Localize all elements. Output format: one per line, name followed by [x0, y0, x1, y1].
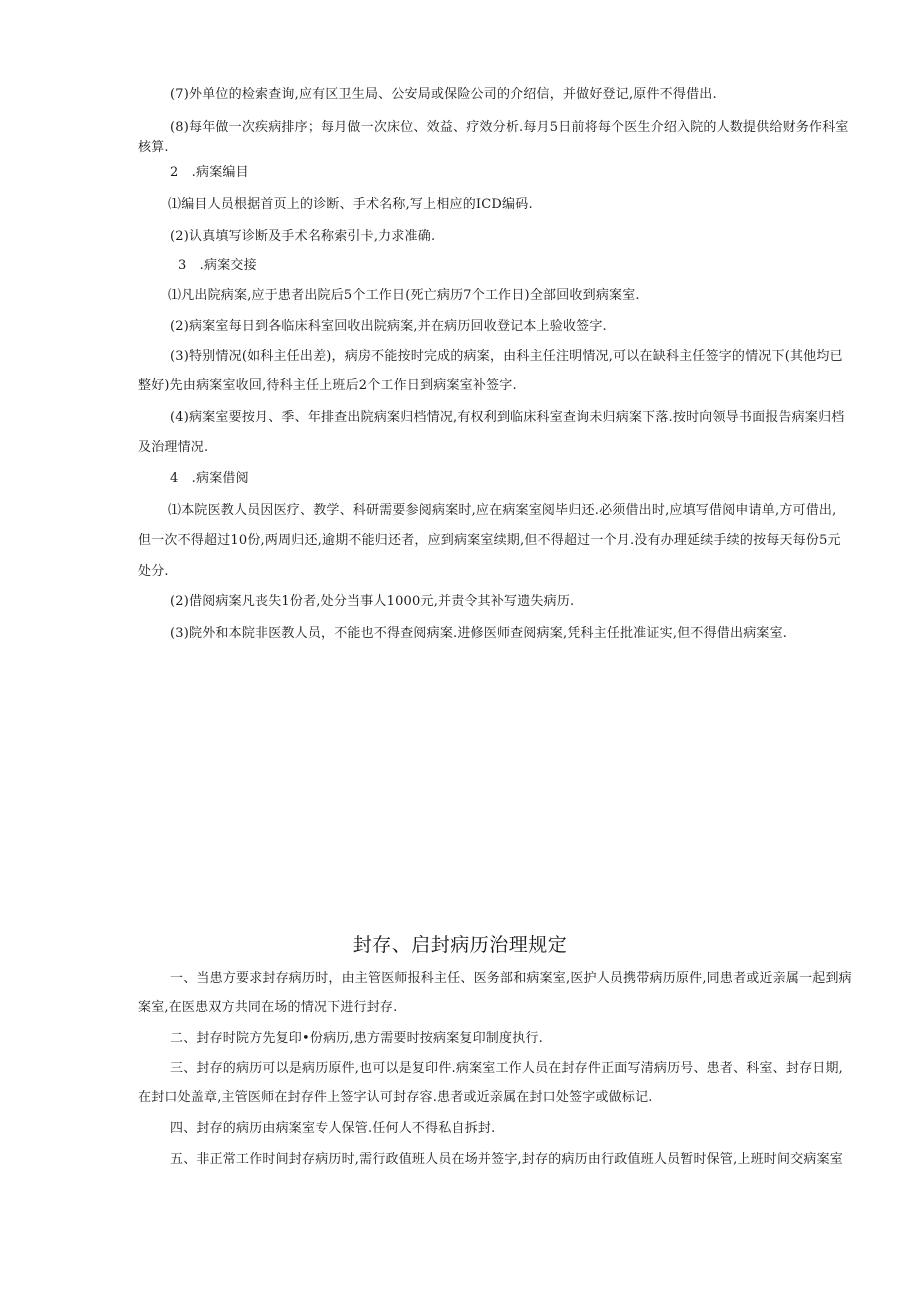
- handover-item-2: (2)病案室每日到各临床科室回收出院病案,并在病历回收登记本上验收签字.: [170, 319, 607, 334]
- regulation-paragraph-1: 一、当患方要求封存病历时，由主管医师报科主任、医务部和病案室,医护人员携带病历原件,同患者或近亲属一起到病: [170, 971, 852, 986]
- regulation-paragraph-4: 四、封存的病历由病案室专人保管.任何人不得私自拆封.: [170, 1121, 496, 1136]
- cataloging-item-1: ⑴编目人员根据首页上的诊断、手术名称,写上相应的ICD编码.: [168, 197, 533, 212]
- item-8-annual-ranking: (8)每年做一次疾病排序；每月做一次床位、效益、疗效分析.每月5日前将每个医生介绍入院的人数提供给财务作科室: [170, 120, 849, 135]
- borrowing-item-2: (2)借阅病案凡丧失1份者,处分当事人1000元,并责令其补写遗失病历.: [170, 594, 575, 609]
- regulation-title: 封存、启封病历治理规定: [352, 934, 568, 956]
- regulation-paragraph-3-continuation: 在封口处盖章,主管医师在封存件上签字认可封存容.患者或近亲属在封口处签字或做标记.: [138, 1090, 653, 1105]
- handover-item-1: ⑴凡出院病案,应于患者出院后5个工作日(死亡病历7个工作日)全部回收到病案室.: [168, 288, 640, 303]
- item-7-external-query: (7)外单位的检索查询,应有区卫生局、公安局或保险公司的介绍信，并做好登记,原件不得借出.: [170, 87, 717, 102]
- borrowing-item-1: ⑴本院医教人员因医疗、教学、科研需要参阅病案时,应在病案室阅毕归还.必须借出时,应填写借阅申请单,方可借出,: [168, 503, 837, 518]
- handover-item-3: (3)特别情况(如科主任出差)，病房不能按时完成的病案，由科主任注明情况,可以在缺科主任签字的情况下(其他均已: [170, 349, 843, 364]
- handover-item-4-continuation: 及治理情况.: [138, 440, 209, 455]
- cataloging-item-2: (2)认真填写诊断及手术名称索引卡,力求准确.: [170, 229, 436, 244]
- heading-case-borrowing: 4 .病案借阅: [170, 471, 249, 486]
- handover-item-3-continuation: 整好)先由病案室收回,待科主任上班后2个工作日到病案室补签字.: [138, 378, 517, 393]
- heading-case-cataloging: 2 .病案编目: [170, 165, 249, 180]
- regulation-paragraph-5: 五、非正常工作时间封存病历时,需行政值班人员在场并签字,封存的病历由行政值班人员暂时保管,上班时间交病案室: [170, 1152, 843, 1167]
- item-8-continuation: 核算.: [138, 140, 169, 155]
- heading-case-handover: 3 .病案交接: [178, 258, 257, 273]
- handover-item-4: (4)病案室要按月、季、年排查出院病案归档情况,有权利到临床科室查询未归病案下落.按时向领导书面报告病案归档: [170, 410, 845, 425]
- borrowing-item-1-end: 处分.: [138, 564, 169, 579]
- borrowing-item-1-continuation: 但一次不得超过10份,两周归还,逾期不能归还者，应到病案室续期,但不得超过一个月.没有办理延续手续的按每天每份5元: [138, 533, 841, 548]
- regulation-paragraph-1-continuation: 案室,在医患双方共同在场的情况下进行封存.: [138, 1000, 398, 1015]
- borrowing-item-3: (3)院外和本院非医教人员，不能也不得查阅病案.进修医师查阅病案,凭科主任批准证实,但不得借出病案室.: [170, 626, 788, 641]
- regulation-paragraph-2: 二、封存时院方先复印•份病历,患方需要时按病案复印制度执行.: [170, 1031, 543, 1046]
- regulation-paragraph-3: 三、封存的病历可以是病历原件,也可以是复印件.病案室工作人员在封存件正面写清病历号、患者、科室、封存日期,: [170, 1061, 843, 1076]
